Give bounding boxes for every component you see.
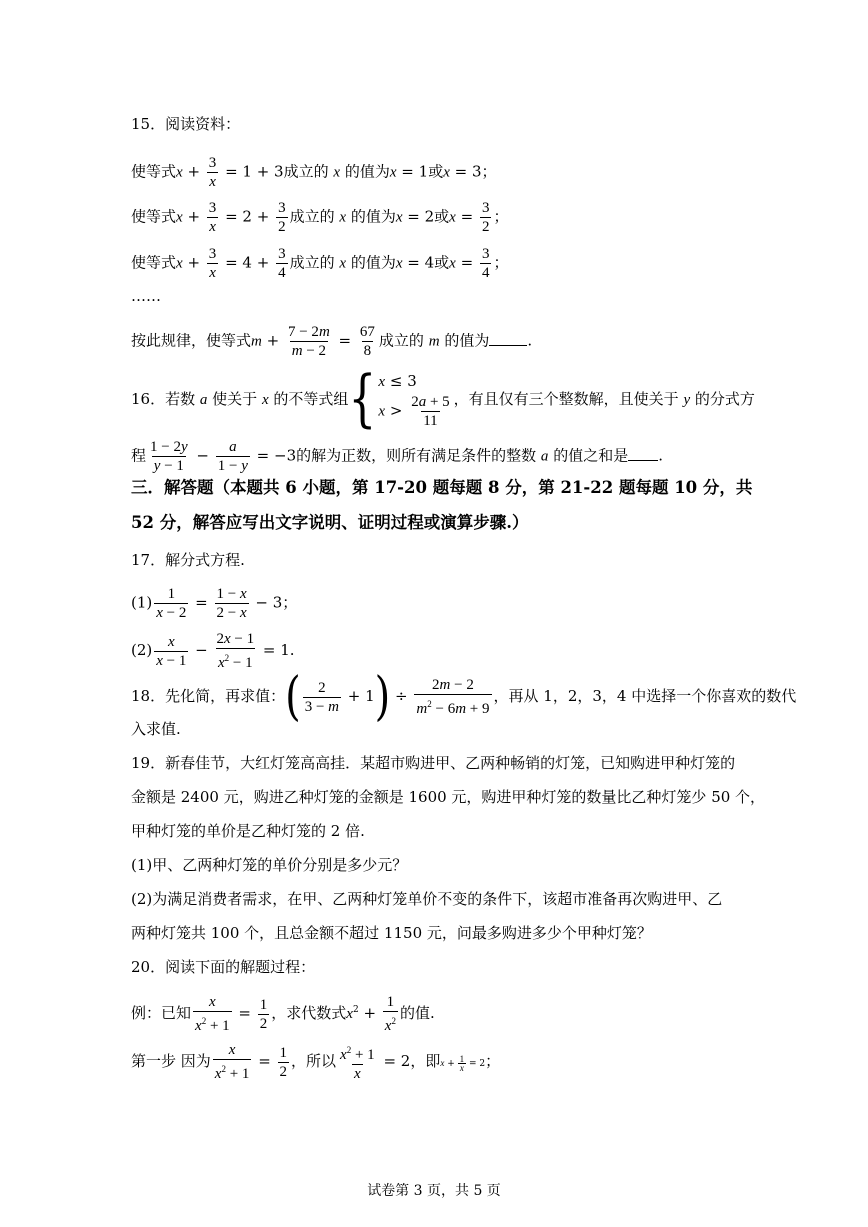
q20-step1: 第一步 因为 $\frac{x}{x^2 + 1}$ = $\frac{1}{2}$ ，所以 $\frac{x^2 + 1}{x}$ = 2，即x + $\frac{1}{x}$ = 2； bbox=[131, 1042, 501, 1082]
q19-part2-line2: 两种灯笼共 100 个，且总金额不超过 1150 元，问最多购进多少个甲种灯笼？ bbox=[131, 924, 652, 942]
q15-line2: 使等式x + $\frac{3}{x}$ = 2 + $\frac{3}{2}$ 成立的 x 的值为x = 2或x = $\frac{3}{2}$ ； bbox=[131, 200, 509, 235]
answer-blank bbox=[628, 446, 658, 461]
q18-line1: 18．先化简，再求值：( $\frac{2}{3 - m}$ + 1) ÷ $\frac{2m - 2}{m^2 - 6m + 9}$ ，再从 1，2，3，4 中选择一个你喜欢的数代 bbox=[131, 667, 797, 727]
q17-part1: (1) $\frac{1}{x - 2}$ = $\frac{1 - x}{2 - x}$ − 3； bbox=[131, 586, 298, 621]
q19-line3: 甲种灯笼的单价是乙种灯笼的 2 倍. bbox=[131, 822, 365, 840]
q20-title: 20．阅读下面的解题过程： bbox=[131, 958, 316, 976]
q17-title: 17．解分式方程. bbox=[131, 551, 245, 569]
q15-line5: 按此规律，使等式m + $\frac{7 - 2m}{m - 2}$ = $\frac{67}{8}$ 成立的 m 的值为 . bbox=[131, 324, 533, 359]
q19-part2-line1: (2)为满足消费者需求，在甲、乙两种灯笼单价不变的条件下，该超市准备再次购进甲、乙 bbox=[131, 890, 723, 908]
section3-heading-line1: 三．解答题（本题共 6 小题，第 17-20 题每题 8 分，第 21-22 题每题 10 分，共 bbox=[131, 478, 753, 497]
q20-example: 例：已知 $\frac{x}{x^2 + 1}$ = $\frac{1}{2}$ ，求代数式$x^2$ + $\frac{1}{x^2}$ 的值. bbox=[131, 994, 435, 1034]
answer-blank bbox=[489, 331, 527, 346]
q18-line2: 入求值. bbox=[131, 720, 181, 738]
q15-line3: 使等式x + $\frac{3}{x}$ = 4 + $\frac{3}{4}$ 成立的 x 的值为x = 4或x = $\frac{3}{4}$ ； bbox=[131, 246, 509, 281]
q15-ellipsis: …… bbox=[131, 287, 161, 305]
q15-title: 15．阅读资料： bbox=[131, 115, 241, 133]
q19-line1: 19．新春佳节，大红灯笼高高挂．某超市购进甲、乙两种畅销的灯笼，已知购进甲种灯笼的 bbox=[131, 754, 736, 772]
q16-line1: 16．若数 a 使关于 x 的不等式组{ x ≤ 3 x > $\frac{2a + 5}{11}$ ，有且仅有三个整数解，且使关于 y 的分式方 bbox=[131, 363, 755, 435]
q19-line2: 金额是 2400 元，购进乙种灯笼的金额是 1600 元，购进甲种灯笼的数量比乙种灯笼少 50 个， bbox=[131, 788, 766, 806]
page-footer: 试卷第 3 页，共 5 页 bbox=[367, 1183, 501, 1199]
q19-part1: (1)甲、乙两种灯笼的单价分别是多少元？ bbox=[131, 856, 408, 874]
q17-part2: (2) $\frac{x}{x - 1}$ − $\frac{2x - 1}{x^2 - 1}$ = 1. bbox=[131, 631, 295, 671]
q15-line1: 使等式x + $\frac{3}{x}$ = 1 + 3成立的 x 的值为x = 1或x = 3； bbox=[131, 155, 497, 190]
section3-heading-line2: 52 分，解答应写出文字说明、证明过程或演算步骤.） bbox=[131, 513, 529, 532]
q16-line2: 程 $\frac{1 - 2y}{y - 1}$ − $\frac{a}{1 - y}$ = −3的解为正数，则所有满足条件的整数 a 的值之和是 . bbox=[131, 439, 663, 474]
